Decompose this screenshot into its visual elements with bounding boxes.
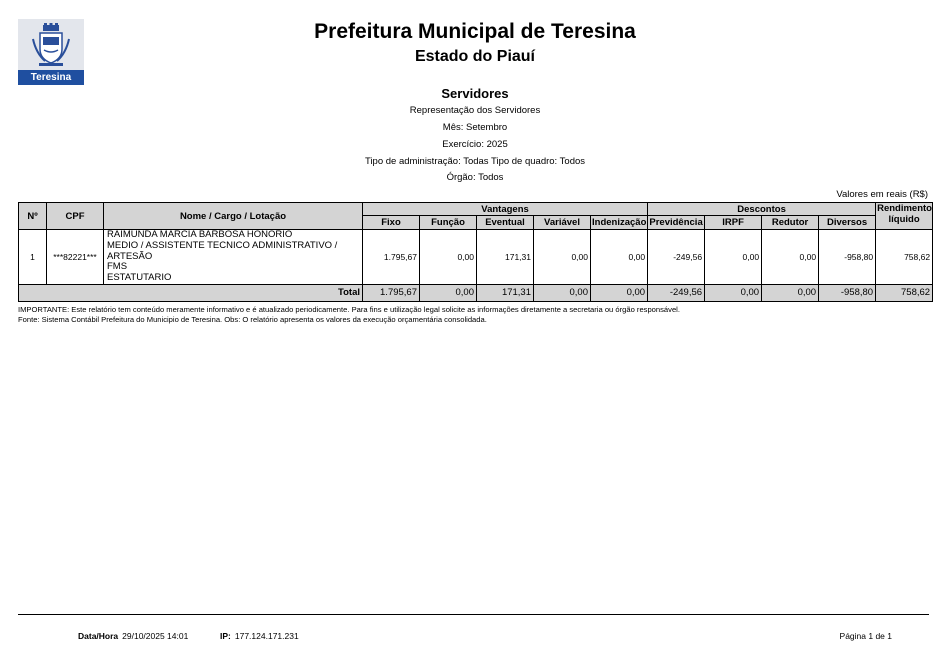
group-header-descontos: Descontos [648, 203, 876, 216]
logo-wordmark: Teresina [18, 70, 84, 85]
total-diversos: -958,80 [819, 284, 876, 301]
col-header-no: Nº [19, 203, 47, 230]
col-header-variavel: Variável [534, 216, 591, 230]
cell-eventual: 171,31 [477, 230, 534, 285]
org-title: Prefeitura Municipal de Teresina [314, 20, 636, 43]
cell-variavel: 0,00 [534, 230, 591, 285]
cell-fixo: 1.795,67 [363, 230, 420, 285]
source-note: Fonte: Sistema Contábil Prefeitura do Municipio de Teresina. Obs: O relatório apresenta os valores da execução orçamentária consolidada. [18, 315, 487, 324]
servant-position: MEDIO / ASSISTENTE TECNICO ADMINISTRATIVO / ARTESÃO [107, 239, 338, 262]
datetime-label: Data/Hora [78, 631, 119, 641]
footer-ip [220, 631, 299, 641]
cell-no: 1 [19, 230, 47, 285]
total-funcao: 0,00 [420, 284, 477, 301]
col-header-eventual: Eventual [477, 216, 534, 230]
col-header-fixo: Fixo [363, 216, 420, 230]
total-previdencia: -249,56 [648, 284, 705, 301]
report-subtitle: Representação dos Servidores [409, 105, 541, 116]
important-note: IMPORTANTE: Este relatório tem conteúdo meramente informativo e é atualizado periodicamente. Para fins e utilização legal solicite as informações diretamente a secretaria ou órgão responsável. [18, 305, 680, 314]
report-title: Servidores [441, 86, 509, 101]
col-header-diversos: Diversos [819, 216, 876, 230]
report-admin-type: Tipo de administração: Todas Tipo de quadro: Todos [364, 156, 586, 167]
cell-cpf: ***82221*** [47, 230, 104, 285]
report-agency: Órgão: Todos [446, 172, 504, 183]
col-header-rendimento: Rendimento líquido [876, 203, 933, 230]
ip-value: 177.124.171.231 [234, 631, 299, 641]
cell-redutor: 0,00 [762, 230, 819, 285]
total-irpf: 0,00 [705, 284, 762, 301]
table-row [19, 230, 933, 285]
servant-name: RAIMUNDA MARCIA BARBOSA HONORIO [107, 229, 293, 240]
col-header-funcao: Função [420, 216, 477, 230]
cell-previdencia: -249,56 [648, 230, 705, 285]
col-header-cpf: CPF [47, 203, 104, 230]
total-row [19, 284, 933, 301]
total-redutor: 0,00 [762, 284, 819, 301]
footer-divider [18, 614, 929, 615]
report-year: Exercício: 2025 [442, 139, 508, 150]
report-month: Mês: Setembro [442, 122, 508, 133]
cell-funcao: 0,00 [420, 230, 477, 285]
col-header-previdencia: Previdência [649, 217, 703, 228]
ip-label: IP: [220, 631, 231, 641]
cell-liquido: 758,62 [876, 230, 933, 285]
total-fixo: 1.795,67 [363, 284, 420, 301]
servant-unit: FMS [107, 261, 128, 273]
datetime-value: 29/10/2025 14:01 [122, 631, 189, 641]
footer-datetime [78, 631, 188, 641]
cell-diversos: -958,80 [819, 230, 876, 285]
page-indicator: Página 1 de 1 [839, 631, 892, 641]
servant-regime: ESTATUTARIO [107, 272, 172, 284]
col-header-irpf: IRPF [705, 216, 762, 230]
servants-table [18, 202, 933, 302]
state-title: Estado do Piauí [414, 48, 535, 65]
report-notes [18, 305, 680, 325]
col-header-name: Nome / Cargo / Lotação [104, 203, 363, 230]
cell-indenizacao: 0,00 [591, 230, 648, 285]
group-header-vantagens: Vantagens [363, 203, 648, 216]
total-eventual: 171,31 [477, 284, 534, 301]
cell-name-position [104, 230, 363, 285]
total-variavel: 0,00 [534, 284, 591, 301]
col-header-indenizacao: Indenização [592, 217, 647, 228]
currency-note: Valores em reais (R$) [836, 189, 928, 200]
cell-irpf: 0,00 [705, 230, 762, 285]
col-header-redutor: Redutor [762, 216, 819, 230]
total-label: Total [19, 284, 363, 301]
total-indenizacao: 0,00 [591, 284, 648, 301]
total-liquido: 758,62 [876, 284, 933, 301]
